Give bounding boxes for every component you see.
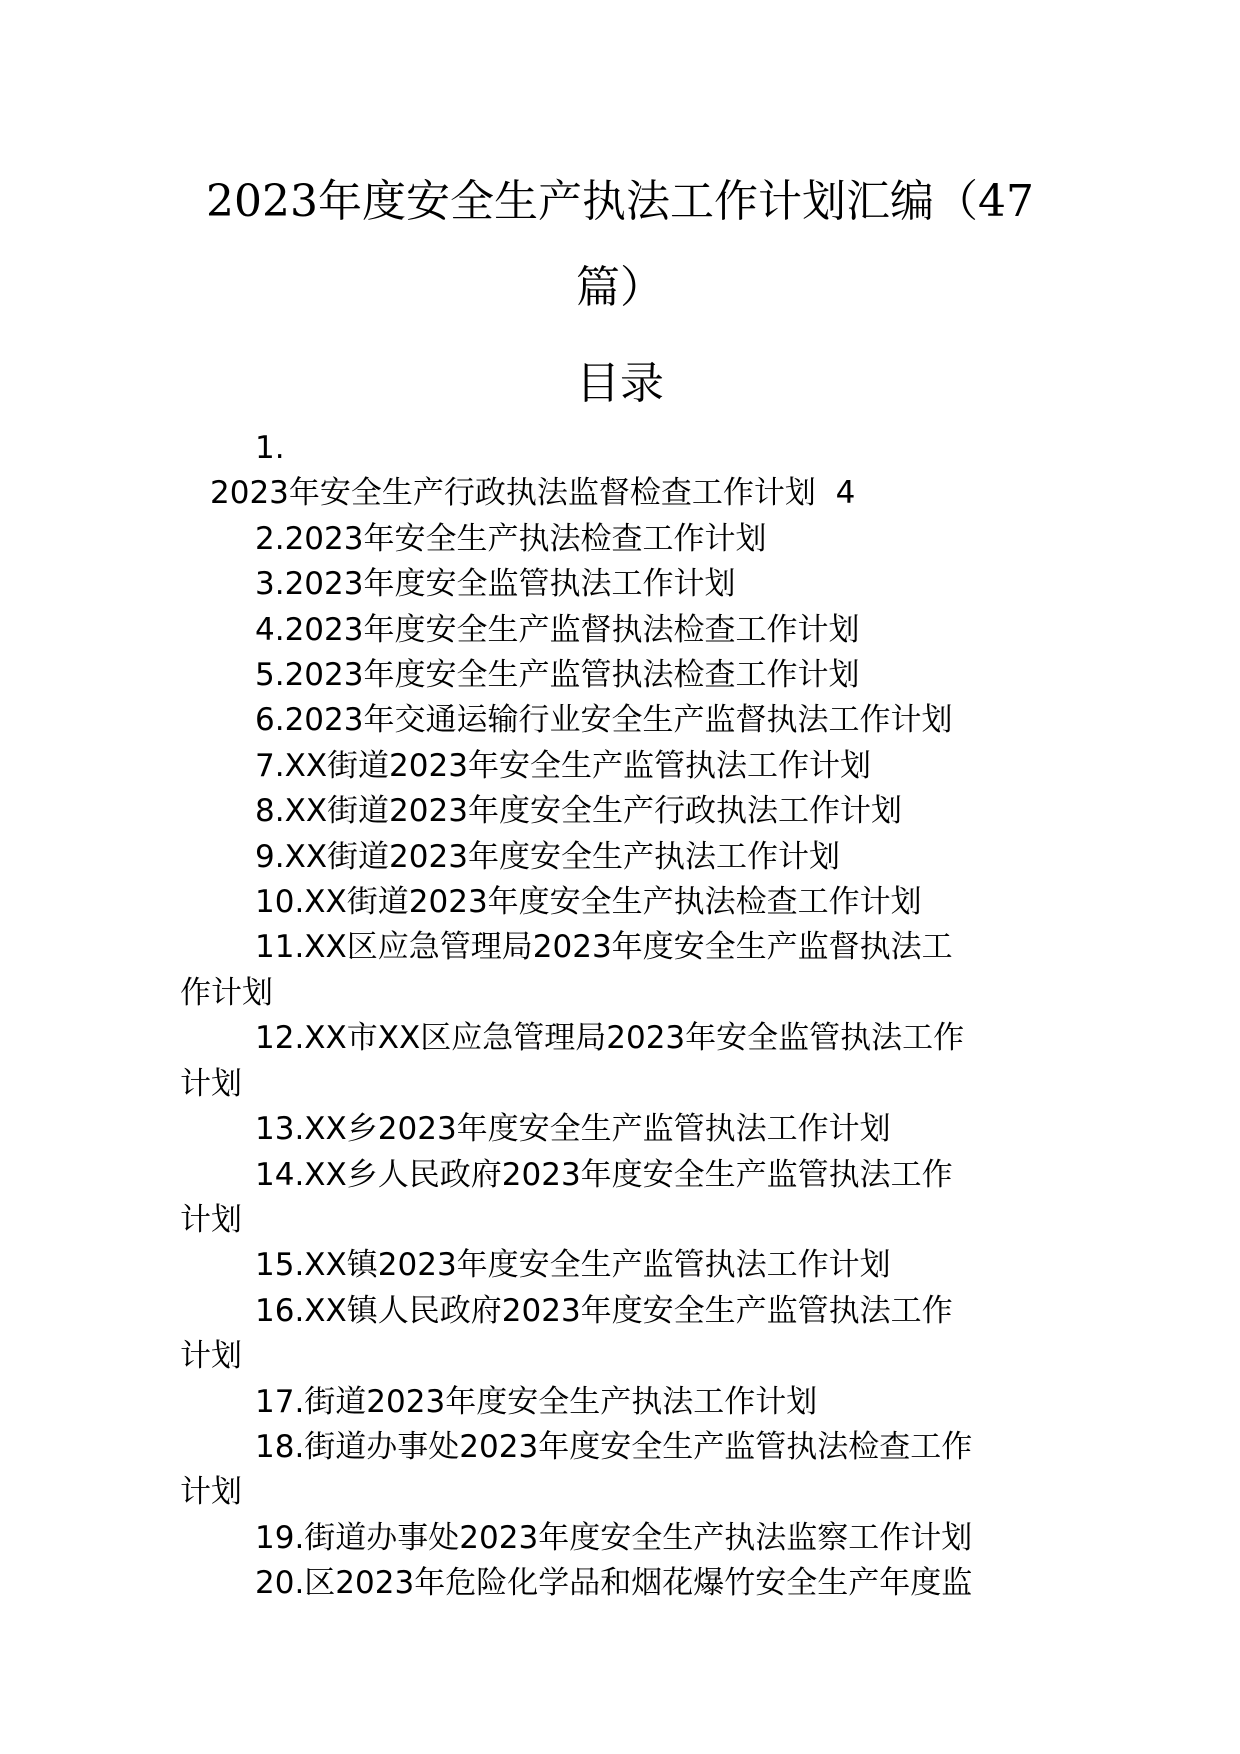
toc-item[interactable]: 4.2023年度安全生产监督执法检查工作计划: [255, 611, 860, 648]
toc-item[interactable]: 20.区2023年危险化学品和烟花爆竹安全生产年度监: [255, 1565, 973, 1602]
toc-item[interactable]: 8.XX街道2023年度安全生产行政执法工作计划: [255, 793, 902, 830]
toc-heading: 目录: [576, 358, 664, 409]
toc-item[interactable]: [180, 1153, 1070, 1244]
toc-item-number: 1.: [255, 430, 285, 466]
toc-page-number: 4: [835, 475, 856, 512]
toc-item[interactable]: 15.XX镇2023年度安全生产监管执法工作计划: [255, 1247, 891, 1284]
toc-item-line-2: 计划: [180, 1474, 242, 1511]
toc-item-line-2: 作计划: [180, 974, 273, 1011]
toc-item-line-1: 12.XX市XX区应急管理局2023年安全监管执法工作: [255, 1020, 965, 1057]
toc-item[interactable]: [180, 925, 1070, 1016]
table-of-contents: [180, 426, 1070, 1607]
toc-item[interactable]: 5.2023年度安全生产监管执法检查工作计划: [255, 657, 860, 694]
toc-item[interactable]: 17.街道2023年度安全生产执法工作计划: [255, 1383, 818, 1420]
toc-item-title: 2023年安全生产行政执法监督检查工作计划: [210, 475, 816, 512]
toc-item[interactable]: [180, 1016, 1070, 1107]
toc-item-line-1: 18.街道办事处2023年度安全生产监管执法检查工作: [255, 1428, 973, 1465]
toc-item[interactable]: 13.XX乡2023年度安全生产监管执法工作计划: [255, 1111, 891, 1148]
document-title-line-1: 2023年度安全生产执法工作计划汇编（47: [206, 176, 1034, 227]
toc-item-line-2: 计划: [180, 1065, 242, 1102]
toc-item[interactable]: 7.XX街道2023年安全生产监管执法工作计划: [255, 747, 871, 784]
toc-item[interactable]: 6.2023年交通运输行业安全生产监督执法工作计划: [255, 702, 953, 739]
toc-item[interactable]: 2.2023年安全生产执法检查工作计划: [255, 520, 767, 557]
toc-item[interactable]: 9.XX街道2023年度安全生产执法工作计划: [255, 838, 840, 875]
document-title-line-2: 篇）: [576, 262, 664, 313]
toc-item-line-1: 11.XX区应急管理局2023年度安全生产监督执法工: [255, 929, 953, 966]
toc-item-line-1: 14.XX乡人民政府2023年度安全生产监管执法工作: [255, 1156, 953, 1193]
toc-item[interactable]: [180, 1289, 1070, 1380]
toc-item[interactable]: 3.2023年度安全监管执法工作计划: [255, 566, 736, 603]
toc-item-line-2: 计划: [180, 1201, 242, 1238]
toc-item-line-1: 16.XX镇人民政府2023年度安全生产监管执法工作: [255, 1292, 953, 1329]
toc-item-1[interactable]: [190, 426, 1070, 517]
toc-item[interactable]: [180, 1425, 1070, 1516]
toc-item[interactable]: 19.街道办事处2023年度安全生产执法监察工作计划: [255, 1519, 973, 1556]
toc-item-line-2: 计划: [180, 1338, 242, 1375]
toc-item[interactable]: 10.XX街道2023年度安全生产执法检查工作计划: [255, 884, 922, 921]
